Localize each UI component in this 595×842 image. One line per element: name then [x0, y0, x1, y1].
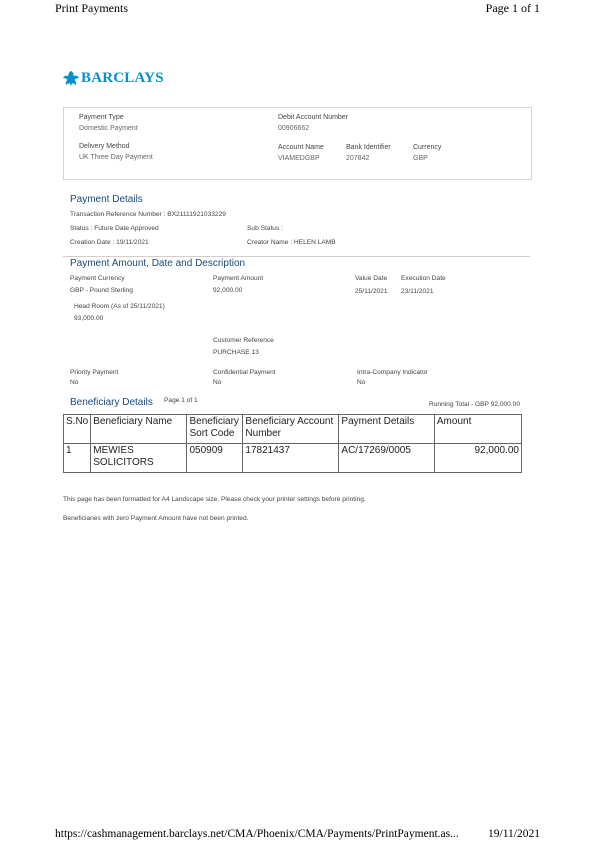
customer-reference-label: Customer Reference [213, 337, 274, 344]
bank-identifier-value: 207842 [346, 155, 370, 162]
head-room-value: 93,000.00 [74, 315, 104, 322]
beneficiary-name: MEWIES SOLICITORS [91, 444, 187, 473]
transaction-reference: Transaction Reference Number : BX21111921033229 [70, 211, 226, 218]
column-header: Beneficiary Name [91, 415, 187, 444]
zero-amount-note: Beneficiaries with zero Payment Amount have not been printed. [63, 515, 249, 522]
payment-type-label: Payment Type [79, 114, 124, 121]
beneficiary-sno: 1 [64, 444, 91, 473]
intra-company-value: No [357, 379, 366, 386]
payment-amount-label: Payment Amount [213, 275, 264, 282]
payment-currency-label: Payment Currency [70, 275, 125, 282]
column-header: S.No [64, 415, 91, 444]
execution-date-value: 23/11/2021 [401, 288, 434, 295]
beneficiary-page-indicator: Page 1 of 1 [164, 397, 198, 404]
column-header: Amount [434, 415, 521, 444]
beneficiary-sort-code: 050909 [187, 444, 243, 473]
section-divider [63, 256, 530, 257]
currency-value: GBP [413, 155, 428, 162]
print-footer-url[interactable]: https://cashmanagement.barclays.net/CMA/Phoenix/CMA/Payments/PrintPayment.as... [55, 828, 459, 840]
column-header: Beneficiary Account Number [243, 415, 339, 444]
currency-label: Currency [413, 144, 442, 151]
head-room-label: Head Room (As of 25/11/2021) [74, 303, 165, 310]
beneficiary-table [63, 414, 522, 473]
print-header-page: Page 1 of 1 [485, 1, 540, 15]
value-date-value: 25/11/2021 [355, 288, 388, 295]
priority-payment-label: Priority Payment [70, 369, 119, 376]
column-header: Payment Details [339, 415, 434, 444]
brand-name: BARCLAYS [81, 70, 164, 86]
beneficiary-account-number: 17821437 [243, 444, 339, 473]
payment-amount-value: 92,000.00 [213, 287, 243, 294]
payment-details-title: Payment Details [70, 194, 143, 205]
print-format-note: This page has been formatted for A4 Landscape size. Please check your printer settings before printing. [63, 496, 366, 503]
customer-reference-value: PURCHASE 13 [213, 349, 259, 356]
account-name-label: Account Name [278, 144, 324, 151]
intra-company-label: Intra-Company Indicator [357, 369, 428, 376]
value-date-label: Value Date [355, 275, 388, 282]
beneficiary-details-title: Beneficiary Details [70, 397, 153, 408]
execution-date-label: Execution Date [401, 275, 446, 282]
running-total: Running Total - GBP 92,000.00 [428, 401, 520, 408]
confidential-payment-label: Confidential Payment [213, 369, 276, 376]
payment-currency-value: GBP - Pound Sterling [70, 287, 133, 294]
bank-identifier-label: Bank Identifier [346, 144, 391, 151]
eagle-icon [63, 71, 79, 86]
print-header-title: Print Payments [55, 1, 129, 15]
priority-payment-value: No [70, 379, 79, 386]
delivery-method-value: UK Three Day Payment [79, 154, 153, 161]
debit-account-value: 00906662 [278, 125, 310, 132]
table-row [64, 444, 522, 473]
delivery-method-label: Delivery Method [79, 143, 130, 150]
print-footer-date: 19/11/2021 [488, 828, 540, 840]
column-header: Beneficiary Sort Code [187, 415, 243, 444]
amount-section-title: Payment Amount, Date and Description [70, 258, 246, 269]
payment-sub-status: Sub Status : [247, 225, 283, 232]
creation-date: Creation Date : 19/11/2021 [70, 239, 149, 246]
confidential-payment-value: No [213, 379, 222, 386]
payment-status: Status : Future Date Approved [70, 225, 159, 232]
debit-account-label: Debit Account Number [278, 114, 349, 121]
creator-name: Creator Name : HELEN LAMB [247, 239, 336, 246]
account-name-value: VIAMEDGBP [278, 155, 320, 162]
table-header-row [64, 415, 522, 444]
payment-type-value: Domestic Payment [79, 125, 138, 132]
beneficiary-amount: 92,000.00 [434, 444, 521, 473]
barclays-logo [63, 70, 164, 87]
beneficiary-payment-details: AC/17269/0005 [339, 444, 434, 473]
